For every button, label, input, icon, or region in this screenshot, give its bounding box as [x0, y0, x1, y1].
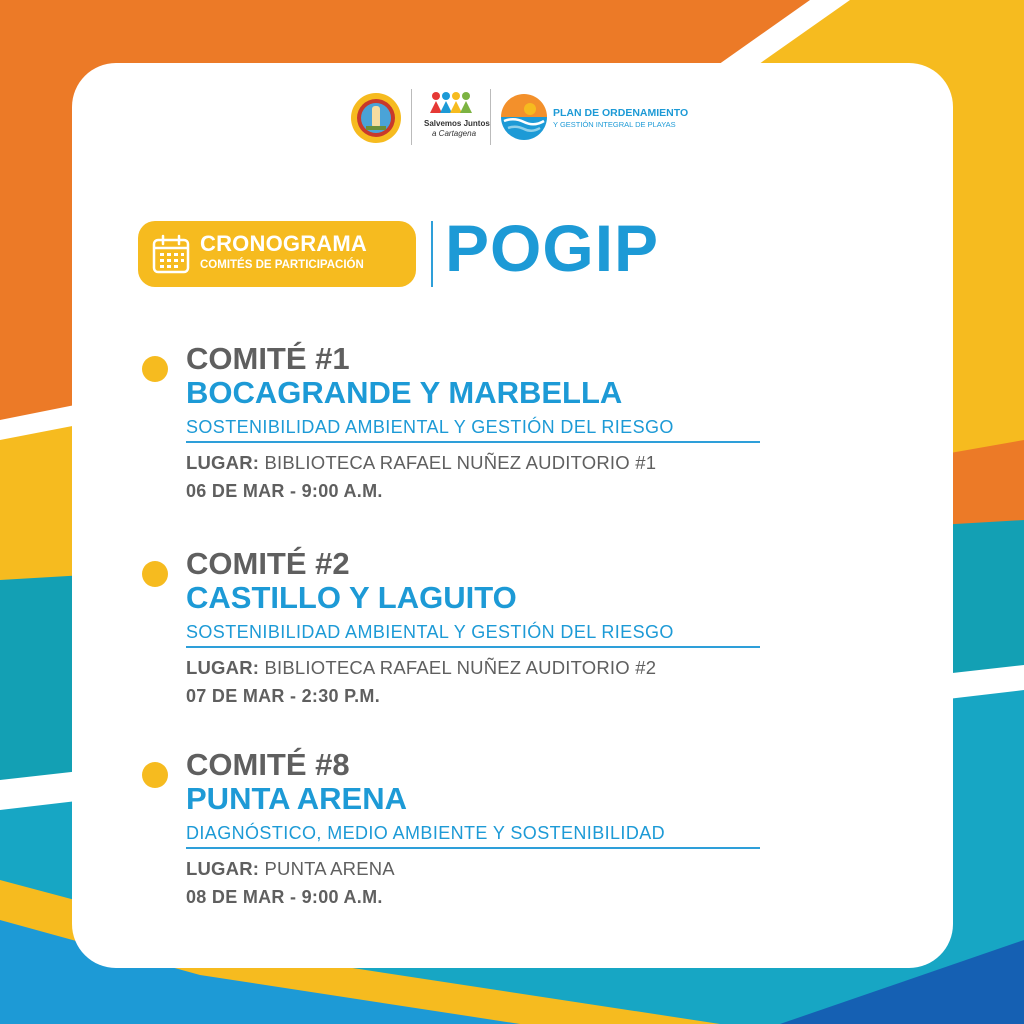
committee-topic: DIAGNÓSTICO, MEDIO AMBIENTE Y SOSTENIBILIDAD [186, 823, 666, 843]
committee-name: BOCAGRANDE Y MARBELLA [186, 375, 623, 410]
calendar-icon [152, 234, 190, 274]
salvemos-line-1: Salvemos Juntos [424, 119, 490, 128]
partner-logos [350, 87, 695, 147]
committee-1 [72, 339, 953, 509]
committee-number: COMITÉ #2 [186, 546, 350, 581]
committee-name: CASTILLO Y LAGUITO [186, 580, 517, 615]
place-value: BIBLIOTECA RAFAEL NUÑEZ AUDITORIO #2 [264, 657, 657, 678]
badge-subtitle: COMITÉS DE PARTICIPACIÓN [200, 259, 364, 271]
place-value: BIBLIOTECA RAFAEL NUÑEZ AUDITORIO #1 [264, 452, 657, 473]
program-title: POGIP [445, 211, 660, 285]
committee-date: 07 DE MAR - 2:30 P.M. [186, 686, 381, 706]
place-label: LUGAR: [186, 657, 260, 678]
bullet-dot [142, 561, 168, 587]
plan-subtitle: Y GESTIÓN INTEGRAL DE PLAYAS [553, 120, 676, 129]
committee-date: 08 DE MAR - 9:00 A.M. [186, 887, 383, 907]
committee-divider [186, 847, 760, 849]
place-label: LUGAR: [186, 452, 260, 473]
logo-divider-2 [490, 89, 491, 145]
committee-number: COMITÉ #8 [186, 747, 350, 782]
committee-divider [186, 646, 760, 648]
committee-place [186, 451, 656, 475]
schedule-card [72, 63, 953, 968]
logo-divider-1 [411, 89, 412, 145]
bullet-dot [142, 762, 168, 788]
salvemos-line-2: a Cartagena [432, 129, 477, 138]
schedule-badge [138, 221, 416, 287]
committee-topic: SOSTENIBILIDAD AMBIENTAL Y GESTIÓN DEL RIESGO [186, 622, 674, 642]
committee-2 [72, 544, 953, 714]
bullet-dot [142, 356, 168, 382]
committee-divider [186, 441, 760, 443]
committee-date: 06 DE MAR - 9:00 A.M. [186, 481, 383, 501]
committee-8 [72, 745, 953, 915]
committee-name: PUNTA ARENA [186, 781, 408, 816]
committee-topic: SOSTENIBILIDAD AMBIENTAL Y GESTIÓN DEL RIESGO [186, 417, 674, 437]
committee-place [186, 857, 395, 881]
plan-title: PLAN DE ORDENAMIENTO [553, 107, 689, 119]
banner-divider [431, 221, 433, 287]
salvemos-juntos-people-icon [428, 91, 474, 117]
committee-number: COMITÉ #1 [186, 341, 350, 376]
badge-title: CRONOGRAMA [200, 231, 367, 256]
cartagena-seal-icon [350, 92, 402, 144]
committee-place [186, 656, 656, 680]
sun-waves-icon [500, 93, 548, 141]
place-label: LUGAR: [186, 858, 260, 879]
place-value: PUNTA ARENA [264, 858, 395, 879]
